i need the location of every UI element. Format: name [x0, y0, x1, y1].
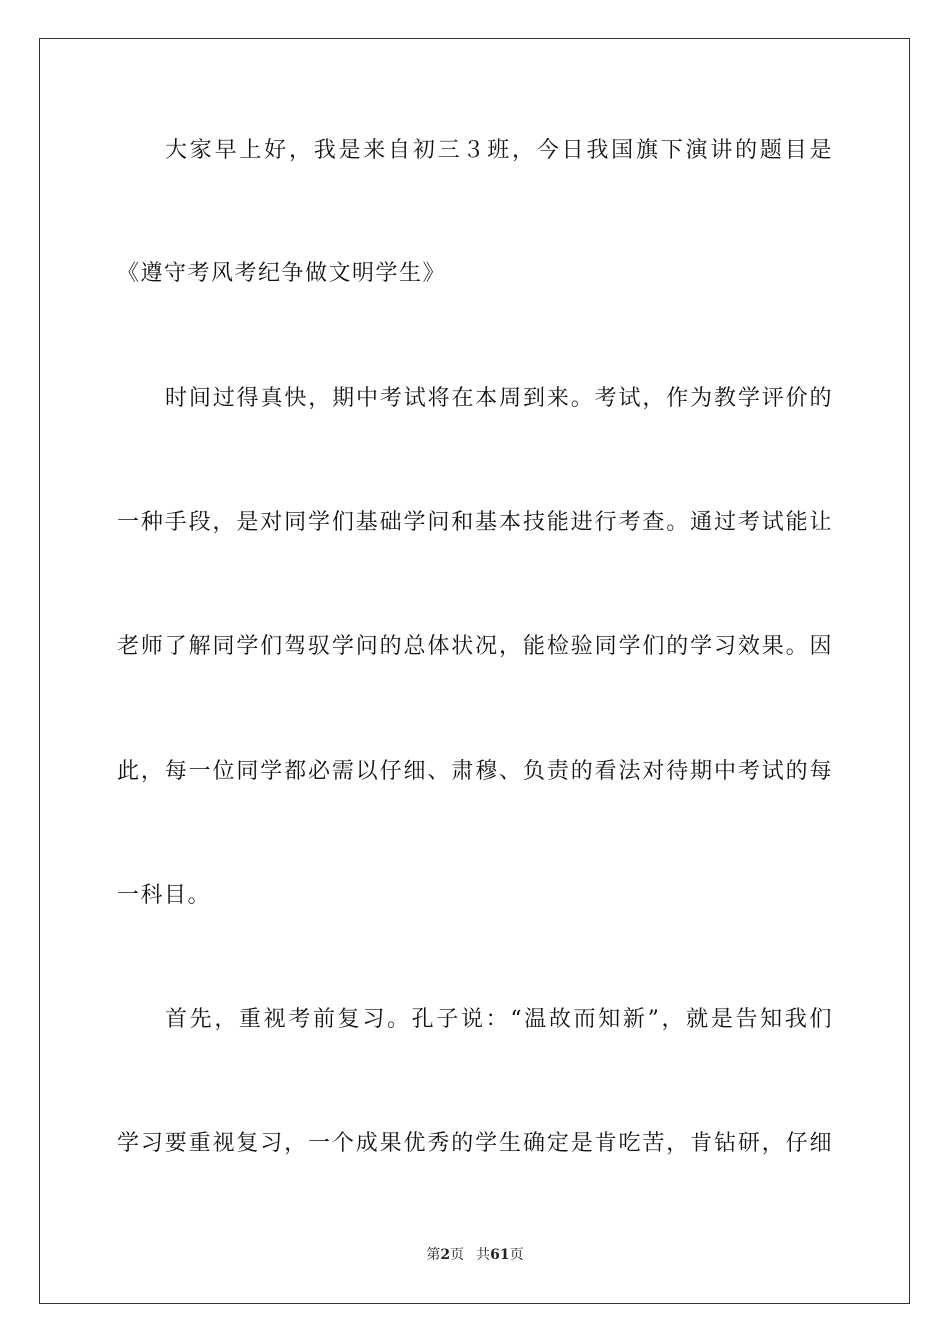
text-line-5: 老师了解同学们驾驭学问的总体状况，能检验同学们的学习效果。因 [117, 634, 833, 659]
text-line-3: 时间过得真快，期中考试将在本周到来。考试，作为教学评价的 [165, 386, 833, 411]
text-line-4: 一种手段，是对同学们基础学问和基本技能进行考查。通过考试能让 [117, 510, 833, 535]
page-frame [39, 38, 910, 1304]
footer-total-suffix: 页 [509, 1247, 524, 1263]
text-line-8: 首先，重视考前复习。孔子说：“温故而知新”，就是告知我们 [165, 1007, 833, 1032]
text-line-2: 《遵守考风考纪争做文明学生》 [117, 261, 447, 286]
footer-prefix: 第 [426, 1247, 441, 1263]
footer-total-prefix: 共 [476, 1247, 491, 1263]
footer-page-suffix: 页 [450, 1247, 465, 1263]
text-line-6: 此，每一位同学都必需以仔细、肃穆、负责的看法对待期中考试的每 [117, 759, 833, 784]
text-line-7: 一科目。 [117, 883, 212, 908]
page-footer [0, 1246, 950, 1264]
text-line-9: 学习要重视复习，一个成果优秀的学生确定是肯吃苦，肯钻研，仔细 [117, 1131, 833, 1156]
total-page-count: 61 [490, 1247, 510, 1263]
text-line-1: 大家早上好，我是来自初三３班，今日我国旗下演讲的题目是 [165, 138, 833, 163]
current-page-number: 2 [440, 1247, 451, 1263]
